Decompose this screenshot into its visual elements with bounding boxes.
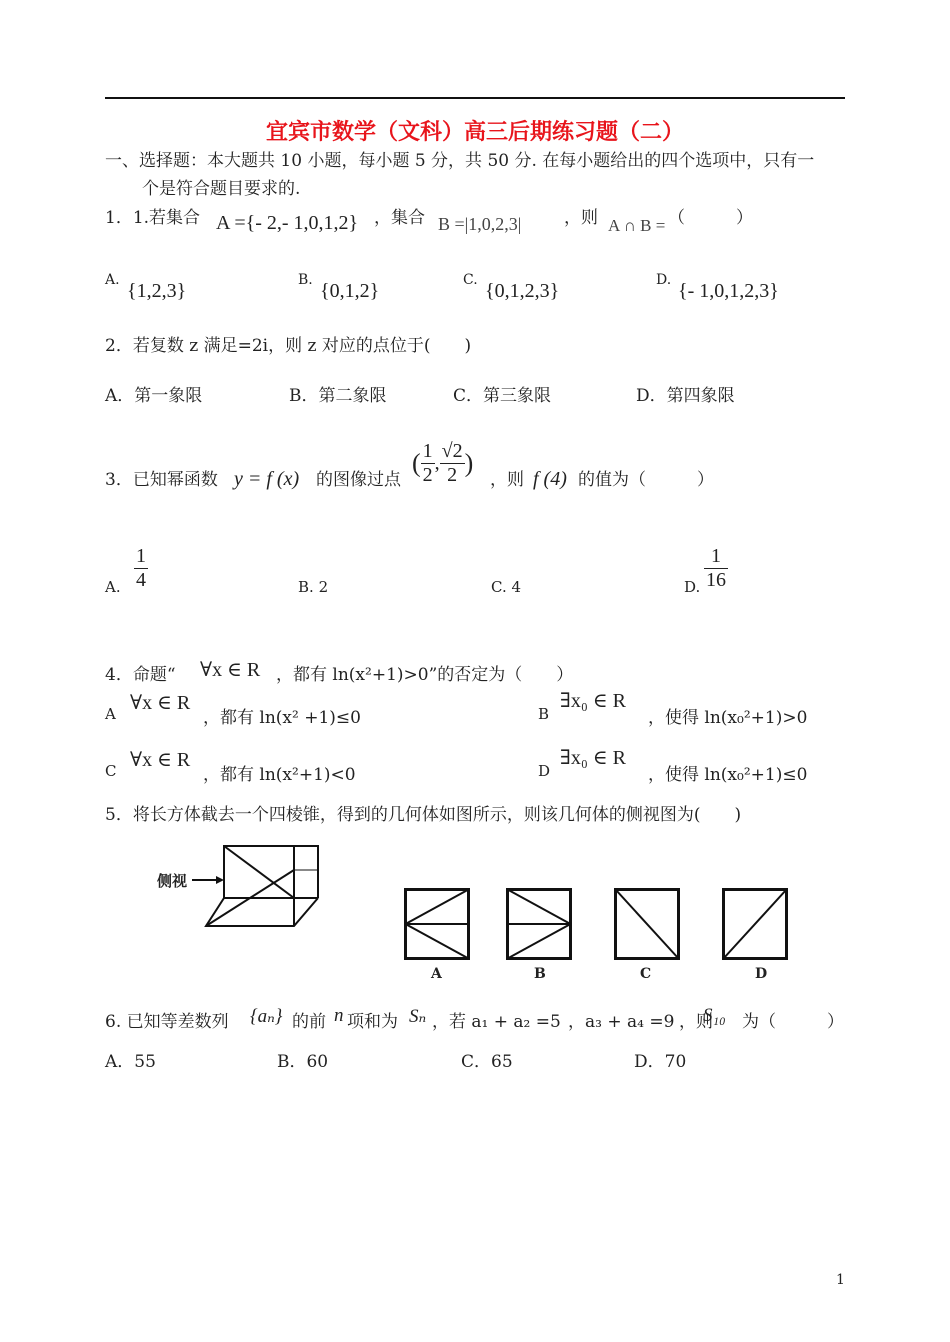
q4-post: ，都有 ln(x²+1)>0”的否定为（ ）: [276, 665, 574, 685]
q4-option-d-text: ，使得 ln(x₀²+1)≤0: [648, 765, 808, 785]
q3-option-b: B. 2: [298, 578, 329, 596]
q4-option-d-label: D: [538, 762, 551, 780]
q1-stem: [105, 203, 200, 228]
q1-expr: A ∩ B =: [608, 216, 666, 235]
q5-view-b-figure: [506, 888, 572, 960]
q1-option-b-label: B.: [298, 272, 313, 288]
q5-view-c-label: C: [640, 966, 652, 982]
q1-option-a-value: {1,2,3}: [127, 280, 187, 302]
q4-option-a-label: A: [105, 705, 116, 723]
q6-pre: 6. 已知等差数列: [105, 1012, 229, 1032]
section-heading-line1: 一、选择题：本大题共 10 小题，每小题 5 分，共 50 分. 在每小题给出的四个选项中，只有一: [105, 151, 815, 171]
q4-option-b-label: B: [538, 705, 550, 723]
q4-pre: 4．命题“: [105, 665, 176, 685]
q5-view-a-label: A: [431, 966, 442, 982]
q6-seq: {aₙ}: [250, 1006, 283, 1027]
page-title: 宜宾市数学（文科）高三后期练习题（二）: [265, 119, 684, 145]
q5-view-a-figure: [404, 888, 470, 960]
q6-Sn: Sₙ: [409, 1006, 427, 1027]
q2-stem: 2．若复数 z 满足=2i，则 z 对应的点位于( ): [105, 336, 472, 356]
q3-option-d-label: D.: [684, 578, 701, 596]
q2-option-a: A．第一象限: [105, 386, 203, 406]
q6-n: n: [334, 1005, 344, 1026]
q3-option-a-value: $\frac{1}{4}$: [136, 545, 146, 591]
q3-then: ，则: [490, 470, 524, 490]
q6-S10: S₁₀: [703, 1005, 726, 1026]
q5-stem: 5．将长方体截去一个四棱锥，得到的几何体如图所示，则该几何体的侧视图为( ): [105, 805, 742, 825]
q3-option-d-value: $\frac{1}{16}$: [706, 545, 726, 591]
q3-point: ( $\frac{1}{2}$ , $\frac{√2}{2}$ ): [412, 440, 474, 486]
q1-option-c-value: {0,1,2,3}: [485, 280, 560, 302]
q4-option-b-quant: ∃x₀ ∈ R: [560, 690, 626, 712]
q6-then: ，则: [679, 1012, 713, 1032]
q4-option-a-text: ，都有 ln(x² +1)≤0: [203, 708, 361, 728]
q3-point-y: $\frac{√2}{2}$: [441, 440, 463, 486]
section-heading-line2: 个是符合题目要求的.: [142, 179, 301, 199]
q6-cond2: ，a₃ + a₄ =9: [568, 1012, 675, 1032]
q1-setA: A ={- 2,- 1,0,1,2}: [216, 212, 359, 234]
q1-option-d-label: D.: [656, 272, 672, 288]
q5-side-label: 侧视: [157, 872, 188, 890]
q6-option-d: D．70: [634, 1052, 687, 1072]
q1-num: 1．1.若集合: [105, 208, 201, 228]
q6-cond1: ，若 a₁ + a₂ =5: [432, 1012, 561, 1032]
q6-option-a: A．55: [105, 1052, 156, 1072]
q3-post: 的值为（ ）: [578, 470, 714, 490]
q4-option-c-quant: ∀x ∈ R: [130, 749, 191, 771]
q5-view-d-label: D: [755, 966, 768, 982]
q1-option-a-label: A.: [105, 272, 120, 288]
q4-option-c-text: ，都有 ln(x²+1)<0: [203, 765, 356, 785]
q1-then: ，则: [564, 208, 598, 228]
q6-option-c: C．65: [461, 1052, 513, 1072]
q2-option-b: B．第二象限: [289, 386, 387, 406]
q5-view-d-figure: [722, 888, 788, 960]
q4-option-c-label: C: [105, 762, 117, 780]
q1-paren: （ ）: [668, 208, 753, 228]
q4-option-b-text: ，使得 ln(x₀²+1)>0: [648, 708, 808, 728]
q1-mid: ，集合: [374, 208, 425, 228]
q6-post: 为（ ）: [742, 1012, 844, 1032]
q4-forall: ∀x ∈ R: [200, 659, 261, 681]
q3-point-x: $\frac{1}{2}$: [422, 440, 433, 486]
q3-mid: 的图像过点: [316, 470, 401, 490]
q3-pre: 3．已知幂函数: [105, 470, 218, 490]
q4-option-d-quant: ∃x₀ ∈ R: [560, 747, 626, 769]
q4-option-a-quant: ∀x ∈ R: [130, 692, 191, 714]
q1-option-b-value: {0,1,2}: [320, 280, 380, 302]
q2-option-d: D．第四象限: [636, 386, 735, 406]
q6-option-b: B．60: [277, 1052, 329, 1072]
q3-option-a-label: A.: [105, 578, 121, 596]
q3-f4: f (4): [533, 468, 567, 490]
q5-solid-figure: [150, 840, 335, 940]
q3-option-c: C. 4: [491, 578, 522, 596]
q1-option-c-label: C.: [463, 272, 478, 288]
q2-option-c: C．第三象限: [453, 386, 552, 406]
q6-mid2: 项和为: [347, 1012, 398, 1032]
q3-fn: y = f (x): [234, 468, 300, 490]
page-number: 1: [836, 1272, 845, 1288]
q5-view-c-figure: [614, 888, 680, 960]
q6-mid1: 的前: [292, 1012, 326, 1032]
header-rule: [105, 97, 845, 99]
q5-view-b-label: B: [534, 966, 546, 982]
q1-setB: B =|1,0,2,3|: [438, 214, 522, 234]
q1-option-d-value: {- 1,0,1,2,3}: [678, 280, 779, 302]
